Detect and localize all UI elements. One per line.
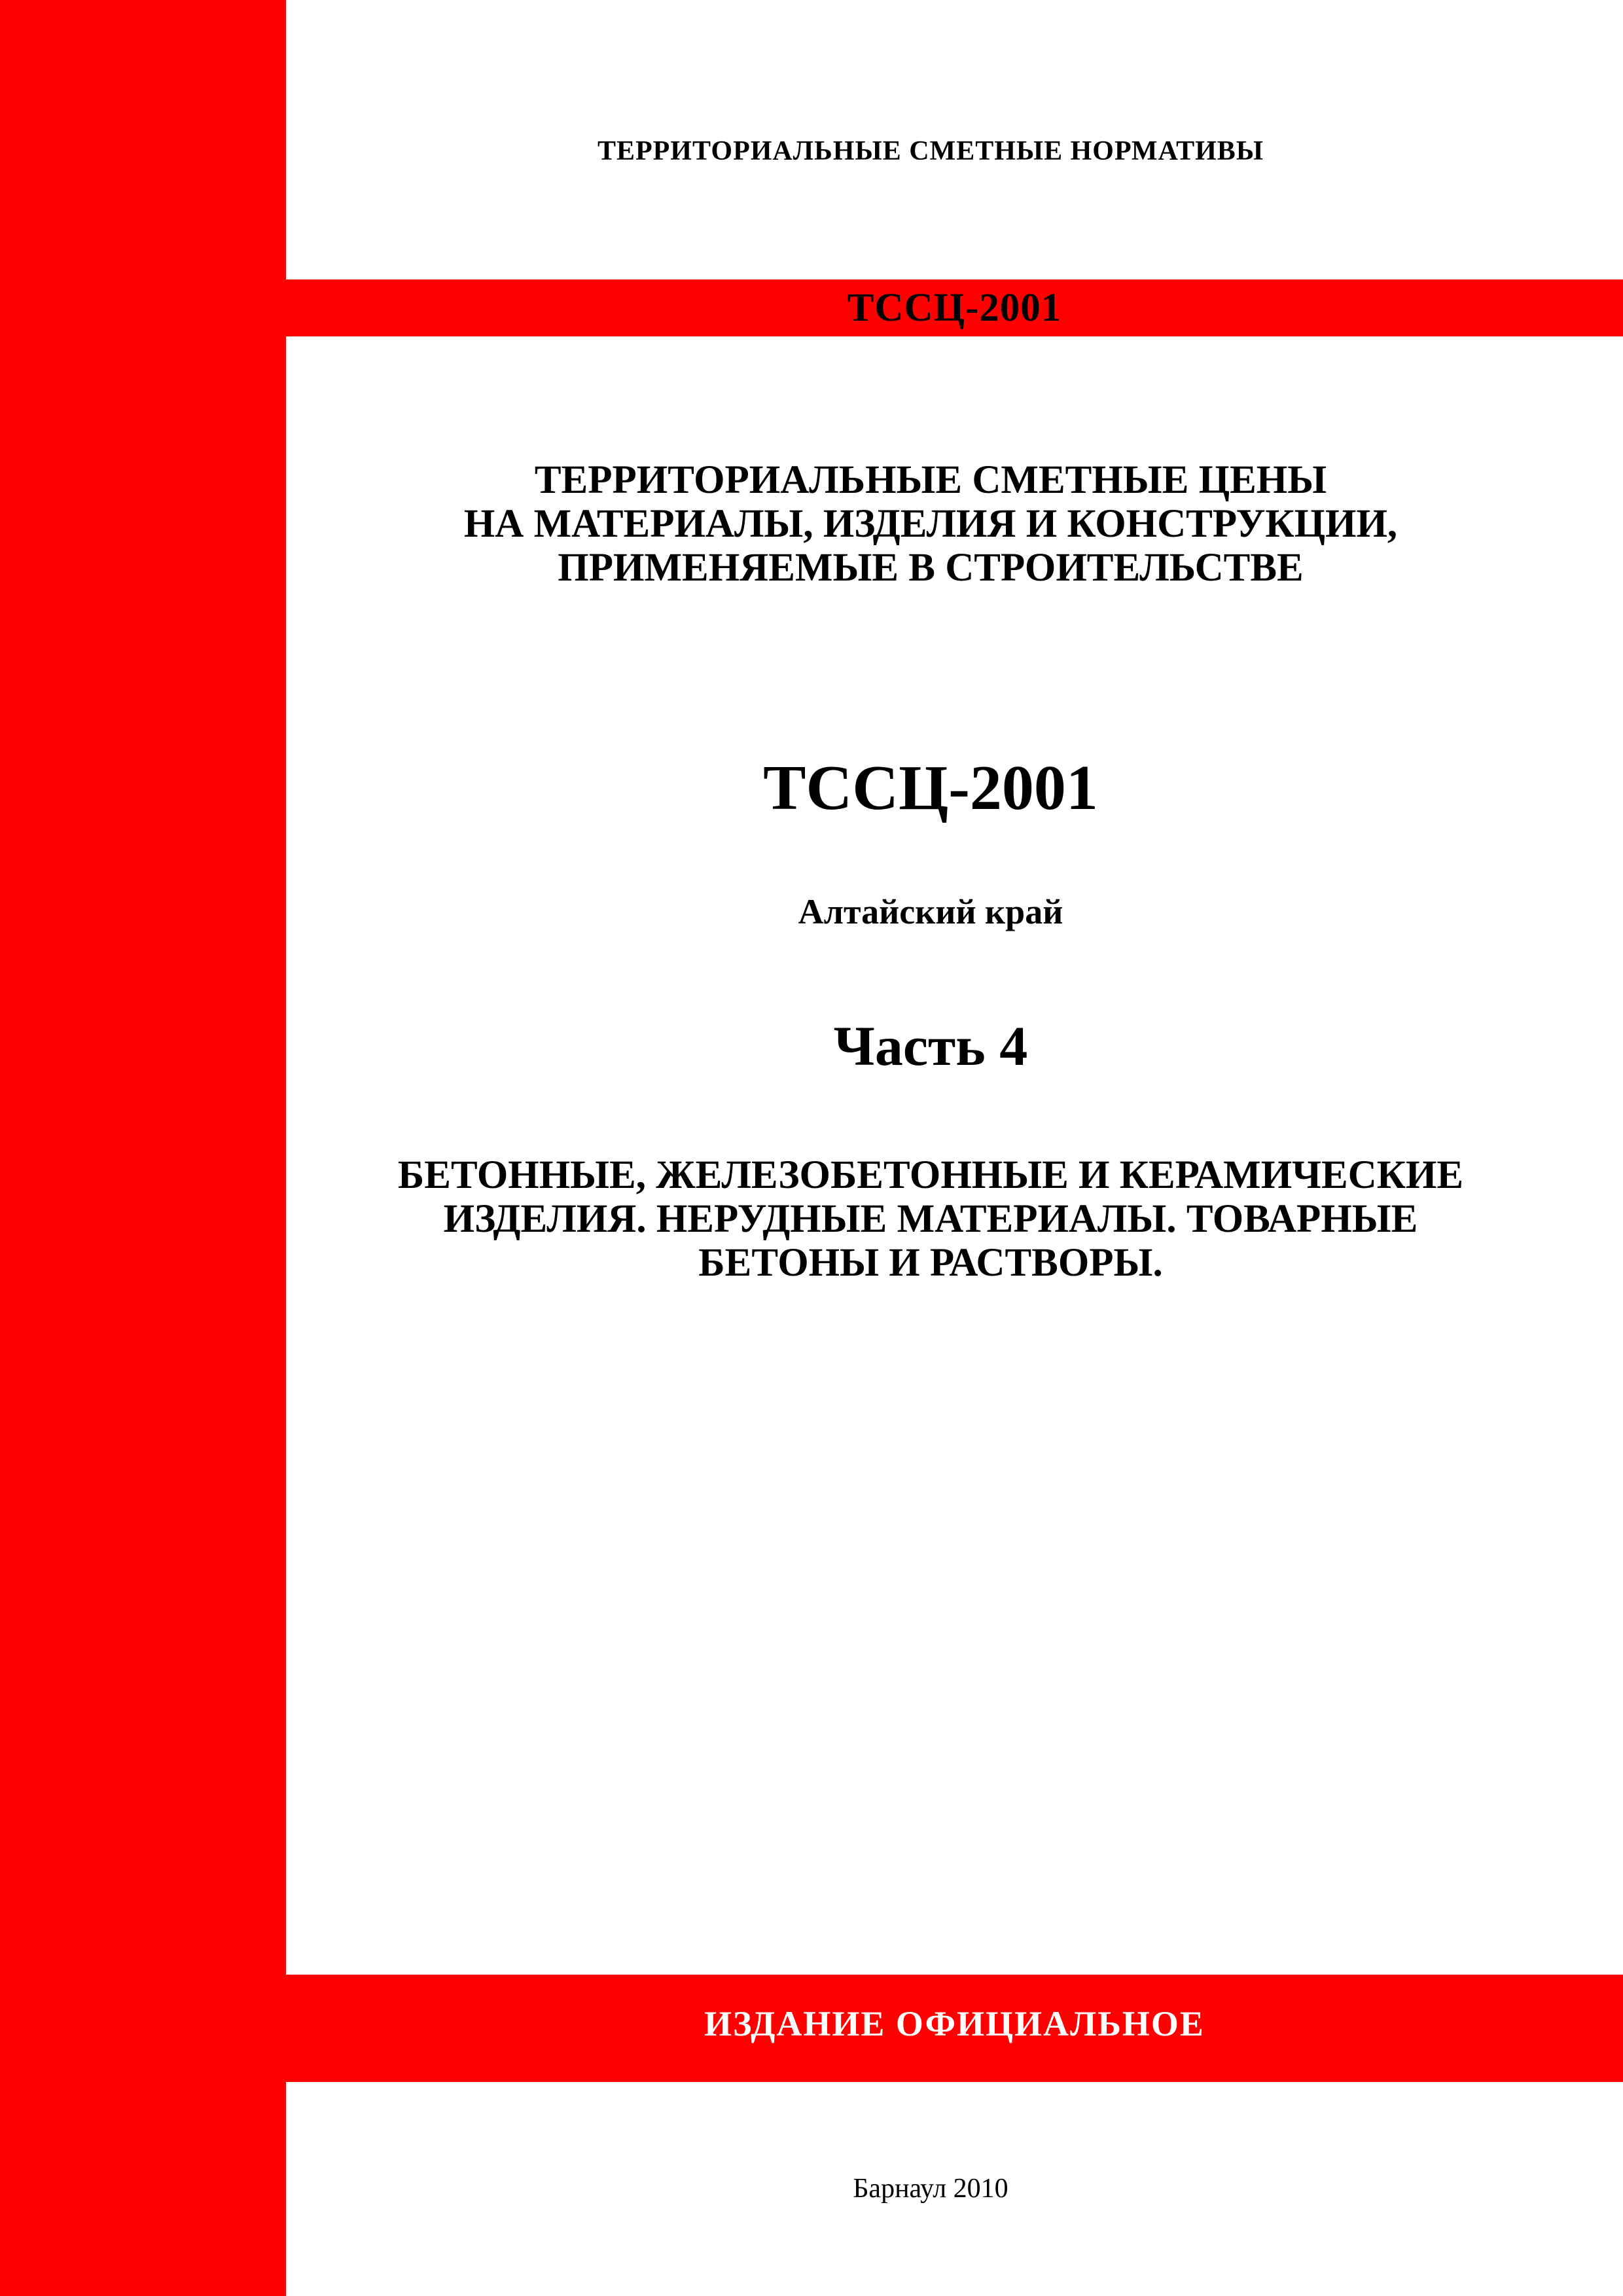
title-line: ТЕРРИТОРИАЛЬНЫЕ СМЕТНЫЕ ЦЕНЫ (534, 458, 1327, 502)
document-title (286, 458, 1575, 590)
series-title: ТЕРРИТОРИАЛЬНЫЕ СМЕТНЫЕ НОРМАТИВЫ (597, 136, 1264, 166)
place-year: Барнаул 2010 (853, 2174, 1008, 2204)
subtitle-line: БЕТОННЫЕ, ЖЕЛЕЗОБЕТОННЫЕ И КЕРАМИЧЕСКИЕ (397, 1153, 1464, 1197)
title-line: ПРИМЕНЯЕМЫЕ В СТРОИТЕЛЬСТВЕ (558, 546, 1304, 590)
region: Алтайский край (798, 892, 1063, 931)
part-number: Часть 4 (833, 1014, 1028, 1077)
bottom-red-band (286, 1975, 1623, 2082)
title-line: НА МАТЕРИАЛЫ, ИЗДЕЛИЯ И КОНСТРУКЦИИ, (463, 502, 1398, 546)
subtitle-line: ИЗДЕЛИЯ. НЕРУДНЫЕ МАТЕРИАЛЫ. ТОВАРНЫЕ (443, 1197, 1418, 1241)
edition-label: ИЗДАНИЕ ОФИЦИАЛЬНОЕ (704, 2004, 1205, 2043)
part-subtitle (286, 1153, 1575, 1285)
document-code: ТССЦ-2001 (763, 753, 1098, 823)
top-red-band (286, 279, 1623, 336)
subtitle-line: БЕТОНЫ И РАСТВОРЫ. (698, 1241, 1163, 1285)
red-sidebar (0, 0, 286, 2296)
band-code: ТССЦ-2001 (847, 286, 1062, 330)
